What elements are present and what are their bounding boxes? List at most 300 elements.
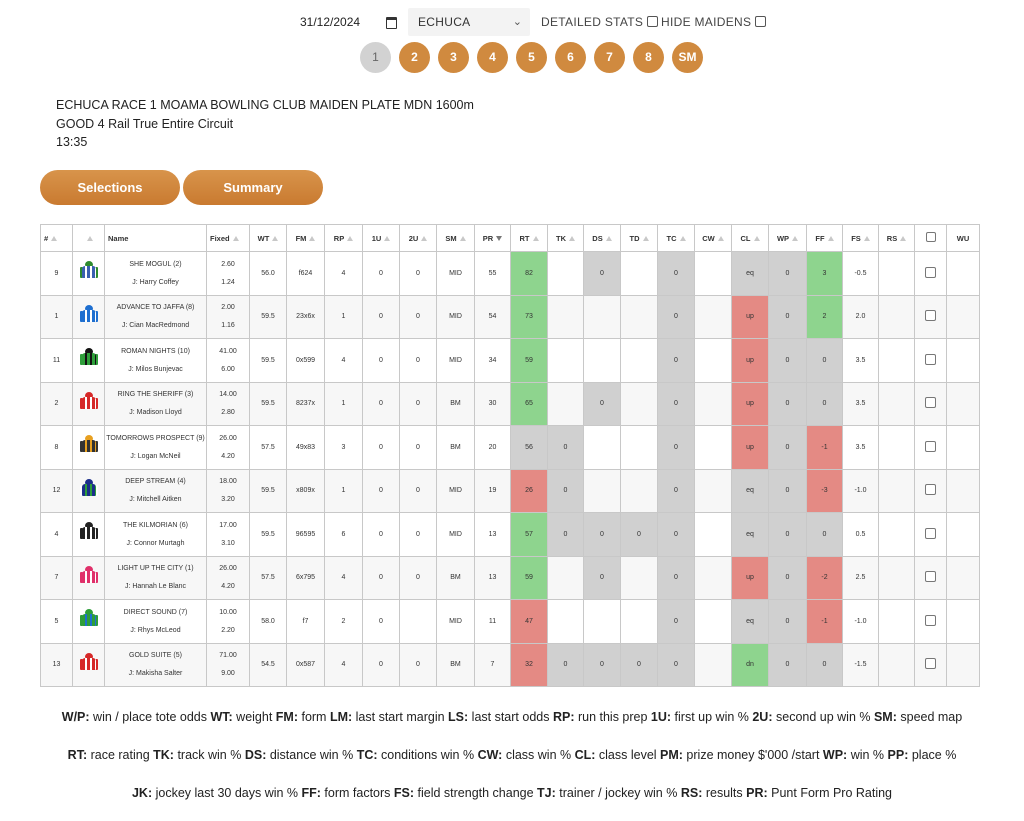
select-cell <box>915 339 947 383</box>
legend-key: FM: <box>275 710 298 724</box>
cell-tc: 0 <box>658 643 695 687</box>
cell-td <box>621 469 658 513</box>
jockey-silk-icon <box>80 261 98 283</box>
legend-description: win % <box>847 748 888 762</box>
race-controls <box>0 6 1024 38</box>
select-cell <box>915 382 947 426</box>
cell-rt: 59 <box>511 556 548 600</box>
cell-tc: 0 <box>658 382 695 426</box>
cell-wp: 0 <box>769 426 807 470</box>
column-header-label: 1U <box>371 233 382 243</box>
cell-pr: 11 <box>475 600 511 644</box>
sort-desc-icon <box>496 236 502 241</box>
cell-rp: 3 <box>325 426 363 470</box>
column-header-rs[interactable] <box>879 225 915 252</box>
runner-name[interactable]: ROMAN NIGHTS (10) <box>121 347 190 355</box>
legend-key: LM: <box>329 710 353 724</box>
cell-wu <box>947 643 980 687</box>
cell-tc: 0 <box>658 295 695 339</box>
race-button-1[interactable]: 1 <box>360 42 391 73</box>
cell-fs: -0.5 <box>843 252 879 296</box>
sort-icon <box>87 236 93 241</box>
column-header-label: CL <box>740 233 751 243</box>
runner-number: 5 <box>41 600 73 644</box>
cell-ds <box>584 469 621 513</box>
column-header-label: Fixed <box>210 233 230 243</box>
cell-rs <box>879 556 915 600</box>
legend-key: W/P: <box>61 710 90 724</box>
cell-u2: 0 <box>400 382 437 426</box>
cell-wu <box>947 600 980 644</box>
legend-key: CL: <box>574 748 596 762</box>
cell-wp: 0 <box>769 295 807 339</box>
fixed-odds-cell <box>207 426 250 470</box>
jockey-silk-icon <box>80 305 98 327</box>
cell-tk <box>548 339 584 383</box>
cell-tk: 0 <box>548 513 584 557</box>
cell-tc: 0 <box>658 600 695 644</box>
fixed-odds-cell <box>207 469 250 513</box>
cell-wu <box>947 556 980 600</box>
win-odds: 10.00 <box>219 608 237 616</box>
legend-description: jockey last 30 days win % <box>152 786 302 800</box>
cell-wp: 0 <box>769 643 807 687</box>
cell-ff: 3 <box>807 252 843 296</box>
table-row[interactable] <box>41 643 980 687</box>
cell-u2: 0 <box>400 339 437 383</box>
column-header-rt[interactable] <box>511 225 548 252</box>
table-row[interactable] <box>41 295 980 339</box>
hide-maidens-checkbox[interactable] <box>755 16 766 27</box>
win-odds: 71.00 <box>219 652 237 660</box>
cell-fs: -1.5 <box>843 643 879 687</box>
row-select-checkbox[interactable] <box>925 484 936 495</box>
cell-td <box>621 252 658 296</box>
cell-fs: 3.5 <box>843 339 879 383</box>
cell-rt: 57 <box>511 513 548 557</box>
legend-key: RP: <box>552 710 575 724</box>
cell-fm: 6x795 <box>287 556 325 600</box>
cell-fs: -1.0 <box>843 600 879 644</box>
cell-u1: 0 <box>363 513 400 557</box>
cell-sm: MID <box>437 600 475 644</box>
cell-u2: 0 <box>400 513 437 557</box>
cell-u1: 0 <box>363 556 400 600</box>
cell-cw <box>695 339 732 383</box>
column-header-name[interactable] <box>105 225 207 252</box>
cell-rs <box>879 295 915 339</box>
cell-fm: 23x6x <box>287 295 325 339</box>
sort-icon <box>309 236 315 241</box>
legend-description: speed map <box>896 710 963 724</box>
cell-wp: 0 <box>769 339 807 383</box>
runner-name-cell <box>105 643 207 687</box>
select-cell <box>915 643 947 687</box>
cell-tk: 0 <box>548 469 584 513</box>
column-header-label: FS <box>851 233 861 243</box>
cell-rs <box>879 643 915 687</box>
race-button-8[interactable]: 8 <box>633 42 664 73</box>
cell-fm: 8237x <box>287 382 325 426</box>
cell-tk <box>548 556 584 600</box>
row-select-checkbox[interactable] <box>925 615 936 626</box>
column-header-label: WT <box>257 233 270 243</box>
runner-number: 9 <box>41 252 73 296</box>
jockey-name: J: Cian MacRedmond <box>121 322 190 330</box>
cell-rt: 59 <box>511 339 548 383</box>
runner-number: 12 <box>41 469 73 513</box>
table-row[interactable] <box>41 556 980 600</box>
legend-line-1 <box>0 710 1024 724</box>
win-odds: 18.00 <box>219 478 237 486</box>
sort-icon <box>533 236 539 241</box>
legend-line-3 <box>0 786 1024 800</box>
cell-rt: 32 <box>511 643 548 687</box>
column-header-label: RT <box>519 233 530 243</box>
column-header-label: PR <box>482 233 494 243</box>
legend-key: FF: <box>301 786 321 800</box>
cell-rs <box>879 469 915 513</box>
cell-u1: 0 <box>363 382 400 426</box>
detailed-stats-toggle[interactable] <box>541 14 658 29</box>
table-row[interactable] <box>41 382 980 426</box>
column-header-silk[interactable] <box>73 225 105 252</box>
cell-sm: BM <box>437 643 475 687</box>
column-header-cl[interactable] <box>732 225 769 252</box>
win-odds: 41.00 <box>219 347 237 355</box>
column-header-wu[interactable] <box>947 225 980 252</box>
course-select[interactable] <box>408 8 530 36</box>
cell-rs <box>879 426 915 470</box>
race-button-5[interactable]: 5 <box>516 42 547 73</box>
table-row[interactable] <box>41 252 980 296</box>
jockey-name: J: Hannah Le Blanc <box>124 583 187 591</box>
select-all-checkbox[interactable] <box>926 232 936 242</box>
cell-cw <box>695 382 732 426</box>
race-button-6[interactable]: 6 <box>555 42 586 73</box>
runner-number: 11 <box>41 339 73 383</box>
column-header-pr[interactable] <box>475 225 511 252</box>
column-header-2u[interactable] <box>400 225 437 252</box>
chevron-down-icon: ⌄ <box>512 16 522 28</box>
race-title: ECHUCA RACE 1 MOAMA BOWLING CLUB MAIDEN PLATE MDN 1600m <box>56 98 474 112</box>
silk-cell <box>73 252 105 296</box>
runner-name[interactable]: RING THE SHERIFF (3) <box>117 391 194 399</box>
column-header-label: # <box>44 233 49 243</box>
column-header-1u[interactable] <box>363 225 400 252</box>
place-odds: 1.16 <box>221 322 235 330</box>
cell-sm: MID <box>437 469 475 513</box>
cell-u1: 0 <box>363 469 400 513</box>
cell-ds: 0 <box>584 556 621 600</box>
cell-tk <box>548 382 584 426</box>
cell-rp: 4 <box>325 252 363 296</box>
column-header-label: FF <box>815 233 825 243</box>
row-select-checkbox[interactable] <box>925 571 936 582</box>
runner-name[interactable]: DIRECT SOUND (7) <box>123 608 188 616</box>
sort-icon <box>347 236 353 241</box>
legend-description: prize money $'000 /start <box>682 748 823 762</box>
legend-description: field strength change <box>414 786 538 800</box>
runner-name[interactable]: DEEP STREAM (4) <box>125 478 186 486</box>
legend-key: 1U: <box>650 710 672 724</box>
cell-u2: 0 <box>400 643 437 687</box>
row-select-checkbox[interactable] <box>925 658 936 669</box>
cell-cw <box>695 469 732 513</box>
table-row[interactable] <box>41 600 980 644</box>
legend-description: track win % <box>173 748 245 762</box>
legend-key: LS: <box>448 710 469 724</box>
runner-name-cell <box>105 600 207 644</box>
jockey-silk-icon <box>80 566 98 588</box>
cell-tk <box>548 252 584 296</box>
jockey-name: J: Logan McNeil <box>130 452 181 460</box>
legend-description: class win % <box>502 748 575 762</box>
cell-cw <box>695 426 732 470</box>
column-header-label: TK <box>556 233 566 243</box>
runner-name[interactable]: THE KILMORIAN (6) <box>123 521 188 529</box>
column-header-ds[interactable] <box>584 225 621 252</box>
cell-fs: -1.0 <box>843 469 879 513</box>
cell-sm: MID <box>437 339 475 383</box>
column-header-num[interactable] <box>41 225 73 252</box>
cell-wt: 59.5 <box>250 339 287 383</box>
cell-ff: -3 <box>807 469 843 513</box>
cell-pr: 54 <box>475 295 511 339</box>
row-select-checkbox[interactable] <box>925 310 936 321</box>
column-header-td[interactable] <box>621 225 658 252</box>
cell-fs: 3.5 <box>843 426 879 470</box>
cell-ff: -2 <box>807 556 843 600</box>
column-header-wp[interactable] <box>769 225 807 252</box>
column-header-fs[interactable] <box>843 225 879 252</box>
cell-fs: 3.5 <box>843 382 879 426</box>
legend-line-2 <box>0 748 1024 762</box>
select-cell <box>915 252 947 296</box>
cell-tk: 0 <box>548 643 584 687</box>
cell-sm: BM <box>437 556 475 600</box>
cell-wu <box>947 295 980 339</box>
runner-name-cell <box>105 382 207 426</box>
runner-name[interactable]: LIGHT UP THE CITY (1) <box>117 565 194 573</box>
column-header-fm[interactable] <box>287 225 325 252</box>
cell-cw <box>695 556 732 600</box>
cell-rt: 73 <box>511 295 548 339</box>
fixed-odds-cell <box>207 600 250 644</box>
row-select-checkbox[interactable] <box>925 267 936 278</box>
legend-description: Punt Form Pro Rating <box>767 786 893 800</box>
cell-td: 0 <box>621 643 658 687</box>
calendar-icon[interactable] <box>386 17 397 29</box>
column-header-label: 2U <box>408 233 419 243</box>
summary-button[interactable]: Summary <box>183 170 323 205</box>
cell-wu <box>947 469 980 513</box>
row-select-checkbox[interactable] <box>925 441 936 452</box>
win-odds: 2.00 <box>221 304 235 312</box>
column-header-label: WP <box>776 233 790 243</box>
win-odds: 26.00 <box>219 434 237 442</box>
race-button-3[interactable]: 3 <box>438 42 469 73</box>
cell-cl: up <box>732 295 769 339</box>
cell-td <box>621 556 658 600</box>
sort-icon <box>233 236 239 241</box>
selections-button[interactable]: Selections <box>40 170 180 205</box>
place-odds: 1.24 <box>221 278 235 286</box>
race-button-2[interactable]: 2 <box>399 42 430 73</box>
column-header-label: TC <box>666 233 677 243</box>
silk-cell <box>73 469 105 513</box>
cell-cl: up <box>732 426 769 470</box>
cell-fs: 2.5 <box>843 556 879 600</box>
legend-description: weight <box>232 710 276 724</box>
cell-cw <box>695 513 732 557</box>
jockey-name: J: Rhys McLeod <box>130 626 181 634</box>
row-select-checkbox[interactable] <box>925 397 936 408</box>
row-select-checkbox[interactable] <box>925 528 936 539</box>
race-button-7[interactable]: 7 <box>594 42 625 73</box>
legend-description: results <box>702 786 747 800</box>
cell-ds <box>584 426 621 470</box>
cell-ff: -1 <box>807 600 843 644</box>
detailed-stats-checkbox[interactable] <box>647 16 658 27</box>
date-input[interactable] <box>288 10 404 34</box>
place-odds: 9.00 <box>221 670 235 678</box>
runner-name[interactable]: SHE MOGUL (2) <box>129 260 182 268</box>
select-cell <box>915 556 947 600</box>
column-header-label: Name <box>108 233 129 243</box>
fixed-odds-cell <box>207 556 250 600</box>
cell-cl: up <box>732 339 769 383</box>
cell-wu <box>947 382 980 426</box>
column-header-tk[interactable] <box>548 225 584 252</box>
legend-description: place % <box>908 748 957 762</box>
cell-sm: MID <box>437 252 475 296</box>
cell-ff: 0 <box>807 513 843 557</box>
column-header-label: SM <box>445 233 457 243</box>
column-header-tc[interactable] <box>658 225 695 252</box>
cell-ds: 0 <box>584 382 621 426</box>
cell-wp: 0 <box>769 469 807 513</box>
cell-tc: 0 <box>658 513 695 557</box>
win-odds: 14.00 <box>219 391 237 399</box>
column-header-rp[interactable] <box>325 225 363 252</box>
legend-description: race rating <box>87 748 154 762</box>
fixed-odds-cell <box>207 252 250 296</box>
cell-ff: 0 <box>807 643 843 687</box>
cell-u1: 0 <box>363 252 400 296</box>
select-cell <box>915 469 947 513</box>
cell-wt: 59.5 <box>250 295 287 339</box>
runner-name-cell <box>105 252 207 296</box>
cell-rt: 82 <box>511 252 548 296</box>
runner-name[interactable]: GOLD SUITE (5) <box>129 652 182 660</box>
cell-tk <box>548 295 584 339</box>
fixed-odds-cell <box>207 382 250 426</box>
sort-icon <box>569 236 575 241</box>
column-header-wt[interactable] <box>250 225 287 252</box>
select-all-header[interactable] <box>915 225 947 252</box>
legend-key: FS: <box>393 786 415 800</box>
legend-description: class level <box>595 748 661 762</box>
table-row[interactable] <box>41 426 980 470</box>
race-button-sm[interactable]: SM <box>672 42 703 73</box>
cell-wt: 57.5 <box>250 556 287 600</box>
legend-description: last start odds <box>468 710 553 724</box>
sort-icon <box>606 236 612 241</box>
sort-icon <box>384 236 390 241</box>
runner-name-cell <box>105 556 207 600</box>
cell-wu <box>947 252 980 296</box>
silk-cell <box>73 339 105 383</box>
column-header-fixed[interactable] <box>207 225 250 252</box>
cell-ds <box>584 295 621 339</box>
legend-key: PP: <box>887 748 909 762</box>
cell-u2: 0 <box>400 295 437 339</box>
cell-cw <box>695 600 732 644</box>
hide-maidens-toggle[interactable] <box>661 14 766 29</box>
legend-key: PR: <box>746 786 768 800</box>
cell-u2: 0 <box>400 556 437 600</box>
cell-td <box>621 295 658 339</box>
cell-ds: 0 <box>584 513 621 557</box>
cell-tc: 0 <box>658 426 695 470</box>
cell-u1: 0 <box>363 426 400 470</box>
runner-number: 1 <box>41 295 73 339</box>
cell-rp: 4 <box>325 339 363 383</box>
cell-rs <box>879 600 915 644</box>
table-row[interactable] <box>41 469 980 513</box>
cell-wu <box>947 513 980 557</box>
row-select-checkbox[interactable] <box>925 354 936 365</box>
race-button-4[interactable]: 4 <box>477 42 508 73</box>
cell-rp: 2 <box>325 600 363 644</box>
runner-name-cell <box>105 339 207 383</box>
date-value: 31/12/2024 <box>300 15 361 29</box>
runner-name[interactable]: TOMORROWS PROSPECT (9) <box>106 434 205 442</box>
jockey-silk-icon <box>80 609 98 631</box>
runner-number: 4 <box>41 513 73 557</box>
sort-icon <box>680 236 686 241</box>
cell-pr: 13 <box>475 556 511 600</box>
jockey-silk-icon <box>80 522 98 544</box>
legend-key: RS: <box>680 786 703 800</box>
legend-description: trainer / jockey win % <box>555 786 681 800</box>
legend-key: CW: <box>477 748 503 762</box>
fixed-odds-cell <box>207 513 250 557</box>
column-header-sm[interactable] <box>437 225 475 252</box>
column-header-ff[interactable] <box>807 225 843 252</box>
cell-sm: BM <box>437 426 475 470</box>
jockey-silk-icon <box>80 479 98 501</box>
table-row[interactable] <box>41 339 980 383</box>
silk-cell <box>73 556 105 600</box>
cell-cw <box>695 643 732 687</box>
runner-name[interactable]: ADVANCE TO JAFFA (8) <box>116 304 195 312</box>
cell-pr: 7 <box>475 643 511 687</box>
form-table <box>40 224 980 687</box>
cell-tc: 0 <box>658 556 695 600</box>
cell-u1: 0 <box>363 643 400 687</box>
table-row[interactable] <box>41 513 980 557</box>
win-odds: 26.00 <box>219 565 237 573</box>
cell-wt: 54.5 <box>250 643 287 687</box>
place-odds: 4.20 <box>221 583 235 591</box>
place-odds: 3.20 <box>221 496 235 504</box>
legend-description: run this prep <box>574 710 651 724</box>
legend-key: DS: <box>244 748 267 762</box>
cell-ds <box>584 600 621 644</box>
column-header-cw[interactable] <box>695 225 732 252</box>
